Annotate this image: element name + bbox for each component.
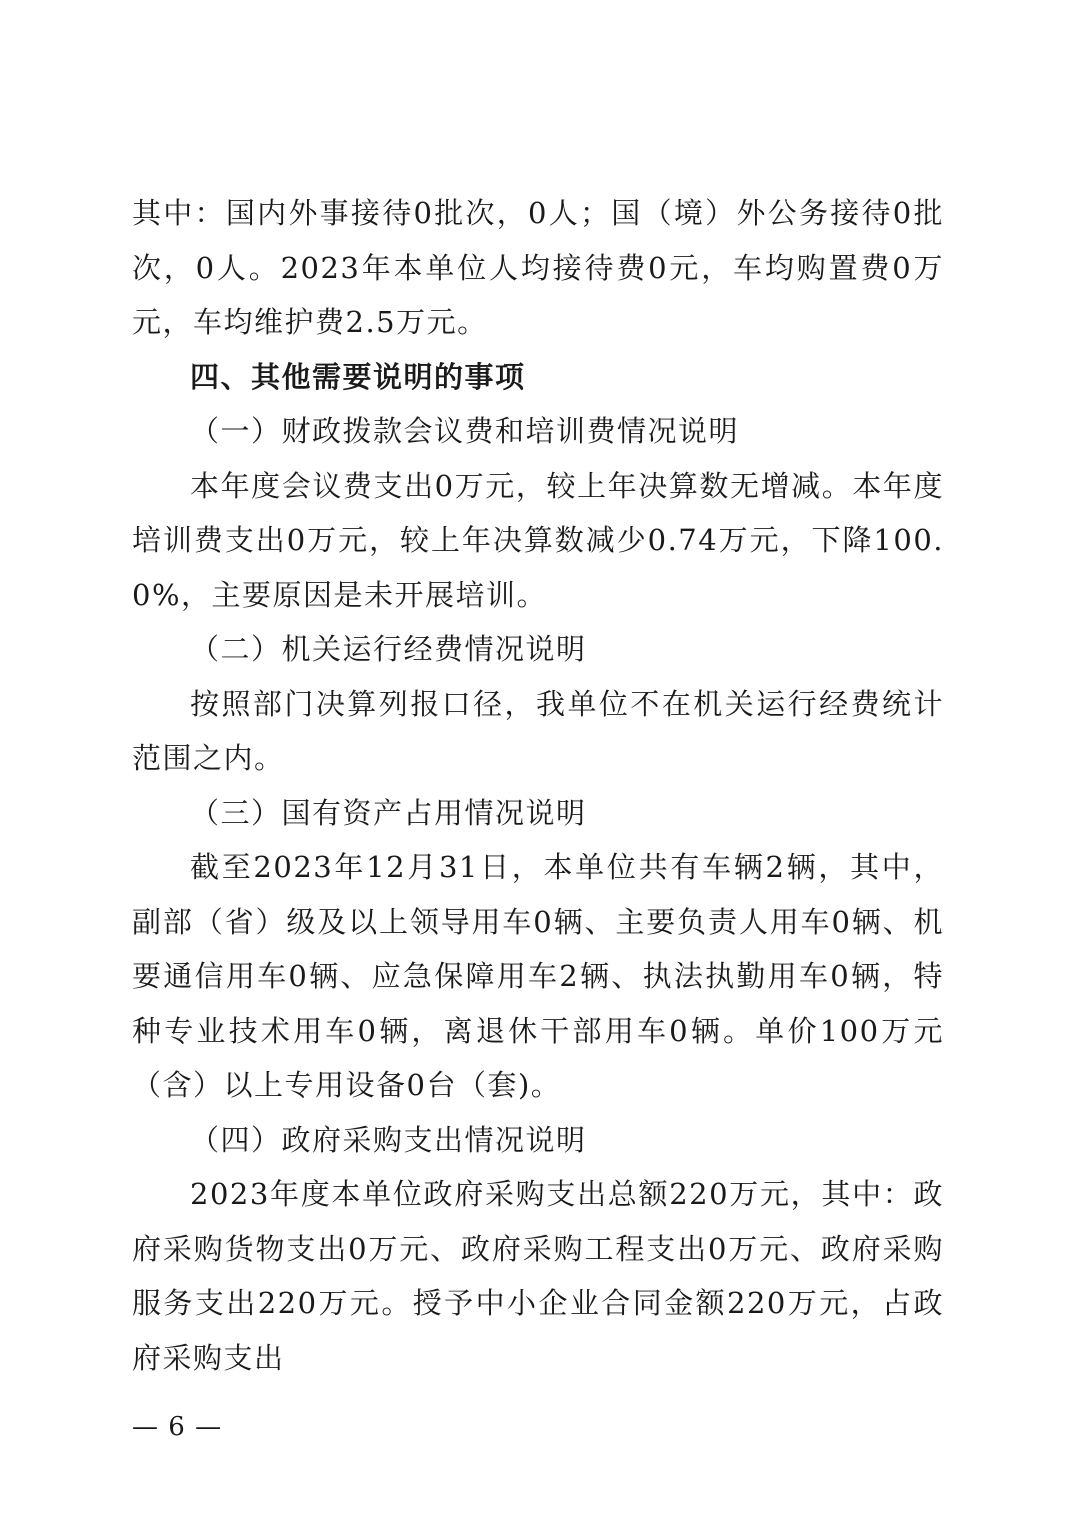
- subheading-government-procurement: （四）政府采购支出情况说明: [190, 1122, 587, 1157]
- page-number: — 6 —: [132, 1412, 223, 1442]
- paragraph-meeting-training-fees: 本年度会议费支出0万元，较上年决算数无增减。本年度培训费支出0万元，较上年决算数减少0.74万元，下降100.0%，主要原因是未开展培训。: [132, 468, 944, 612]
- paragraph-government-procurement: 2023年度本单位政府采购支出总额220万元，其中：政府采购货物支出0万元、政府采购工程支出0万元、政府采购服务支出220万元。授予中小企业合同金额220万元，占政府采购支出: [132, 1177, 944, 1375]
- document-body: [132, 186, 944, 1385]
- paragraph-state-assets: 截至2023年12月31日，本单位共有车辆2辆，其中，副部（省）级及以上领导用车0辆、主要负责人用车0辆、机要通信用车0辆、应急保障用车2辆、执法执勤用车0辆，特种专业技术用车0辆，离退休干部用车0辆。单价100万元（含）以上专用设备0台（套)。: [132, 850, 944, 1102]
- subheading-meeting-training-fees: （一）财政拨款会议费和培训费情况说明: [190, 414, 740, 448]
- paragraph-reception-details: 其中：国内外事接待0批次，0人；国（境）外公务接待0批次，0人。2023年本单位人均接待费0元，车均购置费0万元，车均维护费2.5万元。: [132, 196, 944, 339]
- subheading-state-assets: （三）国有资产占用情况说明: [190, 795, 587, 830]
- paragraph-operating-expenses: 按照部门决算列报口径，我单位不在机关运行经费统计范围之内。: [132, 686, 944, 775]
- subheading-operating-expenses: （二）机关运行经费情况说明: [190, 632, 587, 666]
- section-heading-other-matters: 四、其他需要说明的事项: [190, 359, 526, 394]
